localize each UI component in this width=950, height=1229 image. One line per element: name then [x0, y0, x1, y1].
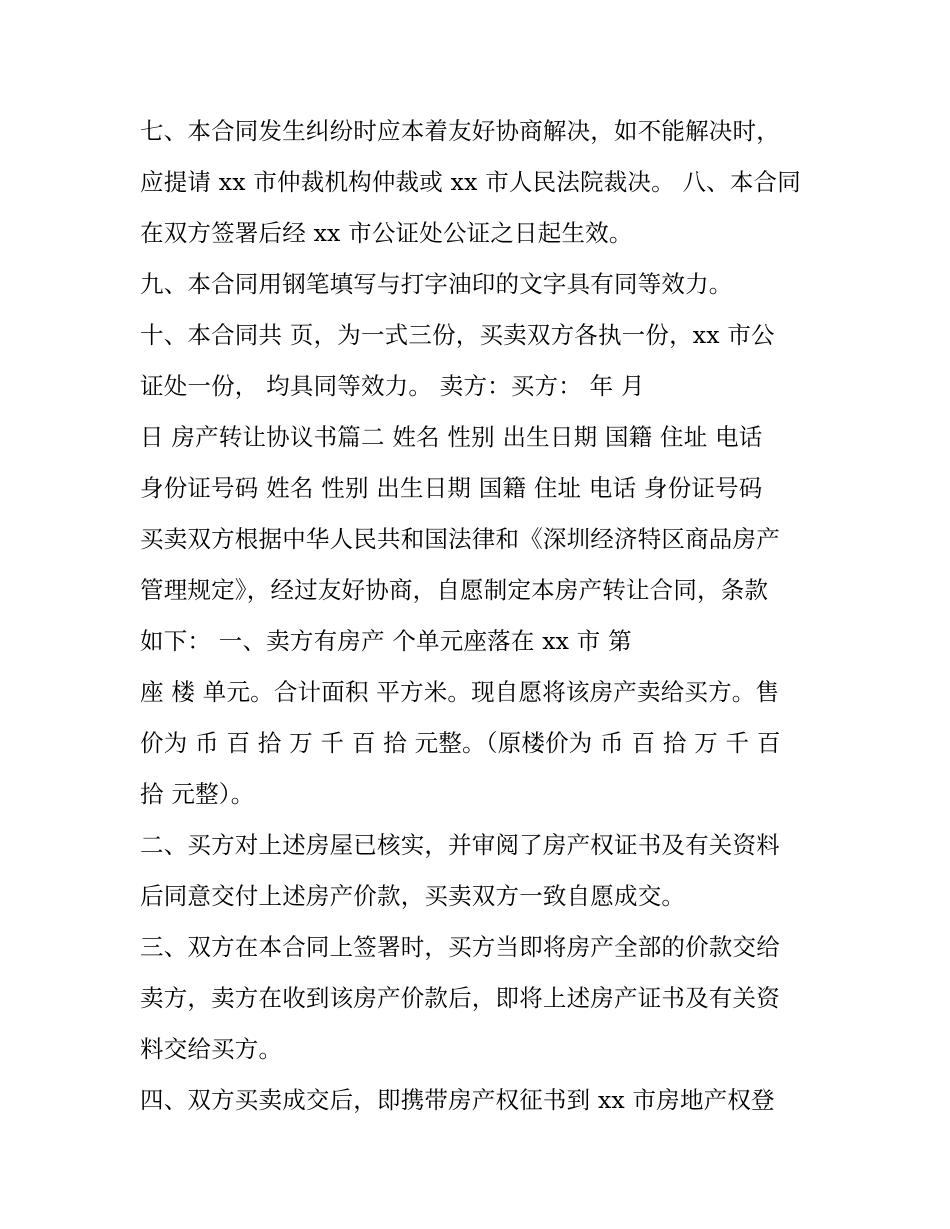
text-line: 座 楼 单元。合计面积 平方米。现自愿将该房产卖给买方。售 — [140, 678, 780, 706]
text-line: 应提请 xx 市仲裁机构仲裁或 xx 市人民法院裁决。 八、本合同 — [140, 168, 801, 196]
text-line: 买卖双方根据中华人民共和国法律和《深圳经济特区商品房产 — [140, 525, 780, 553]
text-line: 二、买方对上述房屋已核实，并审阅了房产权证书及有关资料 — [140, 831, 780, 859]
text-line: 身份证号码 姓名 性别 出生日期 国籍 住址 电话 身份证号码 — [140, 474, 763, 502]
text-line: 证处一份， 均具同等效力。 卖方：买方： 年 月 — [140, 372, 645, 400]
text-line: 四、双方买卖成交后，即携带房产权征书到 xx 市房地产权登 — [140, 1086, 775, 1114]
contract-text — [140, 106, 830, 1126]
text-line: 日 房产转让协议书篇二 姓名 性别 出生日期 国籍 住址 电话 — [140, 423, 763, 451]
text-line: 拾 元整）。 — [140, 780, 255, 808]
text-line: 三、双方在本合同上签署时，买方当即将房产全部的价款交给 — [140, 933, 780, 961]
text-line: 在双方签署后经 xx 市公证处公证之日起生效。 — [140, 219, 633, 247]
text-line: 十、本合同共 页，为一式三份，买卖双方各执一份，xx 市公 — [140, 321, 775, 349]
text-line: 料交给买方。 — [140, 1035, 283, 1063]
text-line: 七、本合同发生纠纷时应本着友好协商解决，如不能解决时， — [140, 117, 780, 145]
text-line: 卖方，卖方在收到该房产价款后，即将上述房产证书及有关资 — [140, 984, 780, 1012]
text-line: 九、本合同用钢笔填写与打字油印的文字具有同等效力。 — [140, 270, 733, 298]
text-line: 价为 币 百 拾 万 千 百 拾 元整。（原楼价为 币 百 拾 万 千 百 — [140, 729, 781, 757]
text-line: 管理规定》，经过友好协商，自愿制定本房产转让合同，条款 — [140, 576, 769, 604]
text-line: 后同意交付上述房产价款，买卖双方一致自愿成交。 — [140, 882, 686, 910]
text-line: 如下： 一、卖方有房产 个单元座落在 xx 市 第 — [140, 627, 632, 655]
